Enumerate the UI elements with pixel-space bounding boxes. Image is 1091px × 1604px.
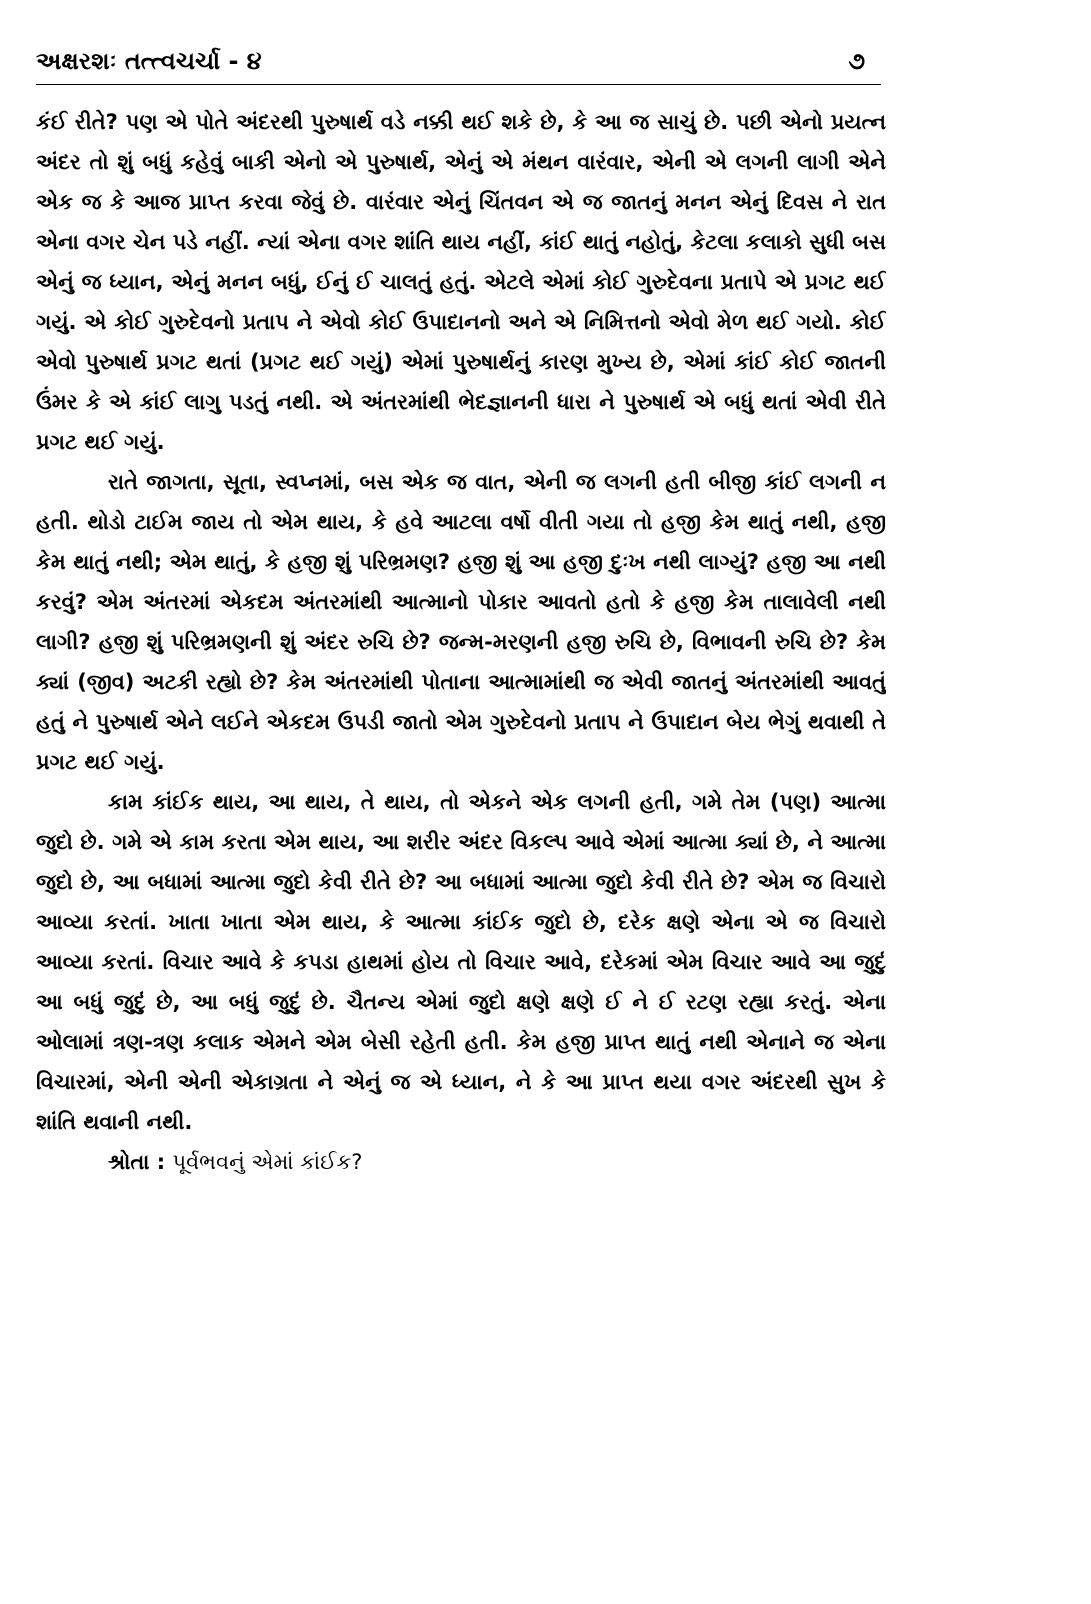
question-line [36, 1142, 886, 1182]
paragraph-2: રાતે જાગતા, સૂતા, સ્વપ્નમાં, બસ એક જ વાત, એની જ લગની હતી બીજી કાંઈ લગની ન હતી. થોડો ટાઈમ જાય તો એમ થાય, કે હવે આટલા વર્ષો વીતી ગયા તો હજી કેમ થાતું નથી, હજી કેમ થાતું નથી; એમ થાતું, કે હજી શું પરિભ્રમણ? હજી શું આ હજી દુઃખ નથી લાગ્યું? હજી આ નથી કરવું? એમ અંતરમાં એકદમ અંતરમાંથી આત્માનો પોકાર આવતો હતો કે હજી કેમ તાલાવેલી નથી લાગી? હજી શું પરિભ્રમણની શું અંદર રુચિ છે? જન્મ-મરણની હજી રુચિ છે, વિભાવની રુચિ છે? કેમ ક્યાં (જીવ) અટકી રહ્યો છે? કેમ અંતરમાંથી પોતાના આત્મામાંથી જ એવી જાતનું અંતરમાંથી આવતું હતું ને પુરુષાર્થ એને લઈને એકદમ ઉપડી જાતો એમ ગુરુદેવનો પ્રતાપ ને ઉપાદાન બેય ભેગું થવાથી તે પ્રગટ થઈ ગયું. [36, 470, 886, 774]
speaker-label: શ્રોતા : [108, 1150, 166, 1174]
page-number: ૭ [848, 47, 865, 75]
question-text: પૂર્વભવનું એમાં કાંઈક? [172, 1150, 363, 1174]
running-title: અક્ષરશઃ તત્ત્વચર્ચા - ૪ [36, 47, 262, 75]
body-text [36, 102, 886, 1412]
paragraph-3: કામ કાંઈક થાય, આ થાય, તે થાય, તો એકને એક લગની હતી, ગમે તેમ (પણ) આત્મા જુદો છે. ગમે એ કામ કરતા એમ થાય, આ શરીર અંદર વિકલ્પ આવે એમાં આત્મા ક્યાં છે, ને આત્મા જુદો છે, આ બધામાં આત્મા જુદો કેવી રીતે છે? આ બધામાં આત્મા જુદો કેવી રીતે છે? એમ જ વિચારો આવ્યા કરતાં. ખાતા ખાતા એમ થાય, કે આત્મા કાંઈક જુદો છે, દરેક ક્ષણે એના એ જ વિચારો આવ્યા કરતાં. વિચાર આવે કે કપડા હાથમાં હોય તો વિચાર આવે, દરેકમાં એમ વિચાર આવે આ જુદું આ બધું જુદું છે, આ બધું જુદું છે. ચૈતન્ય એમાં જુદો ક્ષણે ક્ષણે ઈ ને ઈ રટણ રહ્યા કરતું. એના ઓલામાં ત્રણ-ત્રણ કલાક એમને એમ બેસી રહેતી હતી. કેમ હજી પ્રાપ્ત થાતું નથી એનાને જ એના વિચારમાં, એની એની એકાગ્રતા ને એનું જ એ ધ્યાન, ને કે આ પ્રાપ્ત થયા વગર અંદરથી સુખ કે શાંતિ થવાની નથી. [36, 790, 886, 1134]
page-header [36, 46, 881, 86]
header-divider [36, 84, 881, 85]
paragraph-1: કંઈ રીતે? પણ એ પોતે અંદરથી પુરુષાર્થ વડે નક્કી થઈ શકે છે, કે આ જ સાચું છે. પછી એનો પ્રયત્ન અંદર તો શું બધું કહેવું બાકી એનો એ પુરુષાર્થ, એનું એ મંથન વારંવાર, એની એ લગની લાગી એને એક જ કે આજ પ્રાપ્ત કરવા જેવું છે. વારંવાર એનું ચિંતવન એ જ જાતનું મનન એનું દિવસ ને રાત એના વગર ચેન પડે નહીં. ન્યાં એના વગર શાંતિ થાય નહીં, કાંઈ થાતું નહોતું, કેટલા કલાકો સુધી બસ એનું જ ધ્યાન, એનું મનન બધું, ઈનું ઈ ચાલતું હતું. એટલે એમાં કોઈ ગુરુદેવના પ્રતાપે એ પ્રગટ થઈ ગયું. એ કોઈ ગુરુદેવનો પ્રતાપ ને એવો કોઈ ઉપાદાનનો અને એ નિમિત્તનો એવો મેળ થઈ ગયો. કોઈ એવો પુરુષાર્થ પ્રગટ થતાં (પ્રગટ થઈ ગયું) એમાં પુરુષાર્થનું કારણ મુખ્ય છે, એમાં કાંઈ કોઈ જાતની ઉંમર કે એ કાંઈ લાગુ પડતું નથી. એ અંતરમાંથી ભેદજ્ઞાનની ધારા ને પુરુષાર્થ એ બધું થતાં એવી રીતે પ્રગટ થઈ ગયું. [36, 110, 886, 454]
